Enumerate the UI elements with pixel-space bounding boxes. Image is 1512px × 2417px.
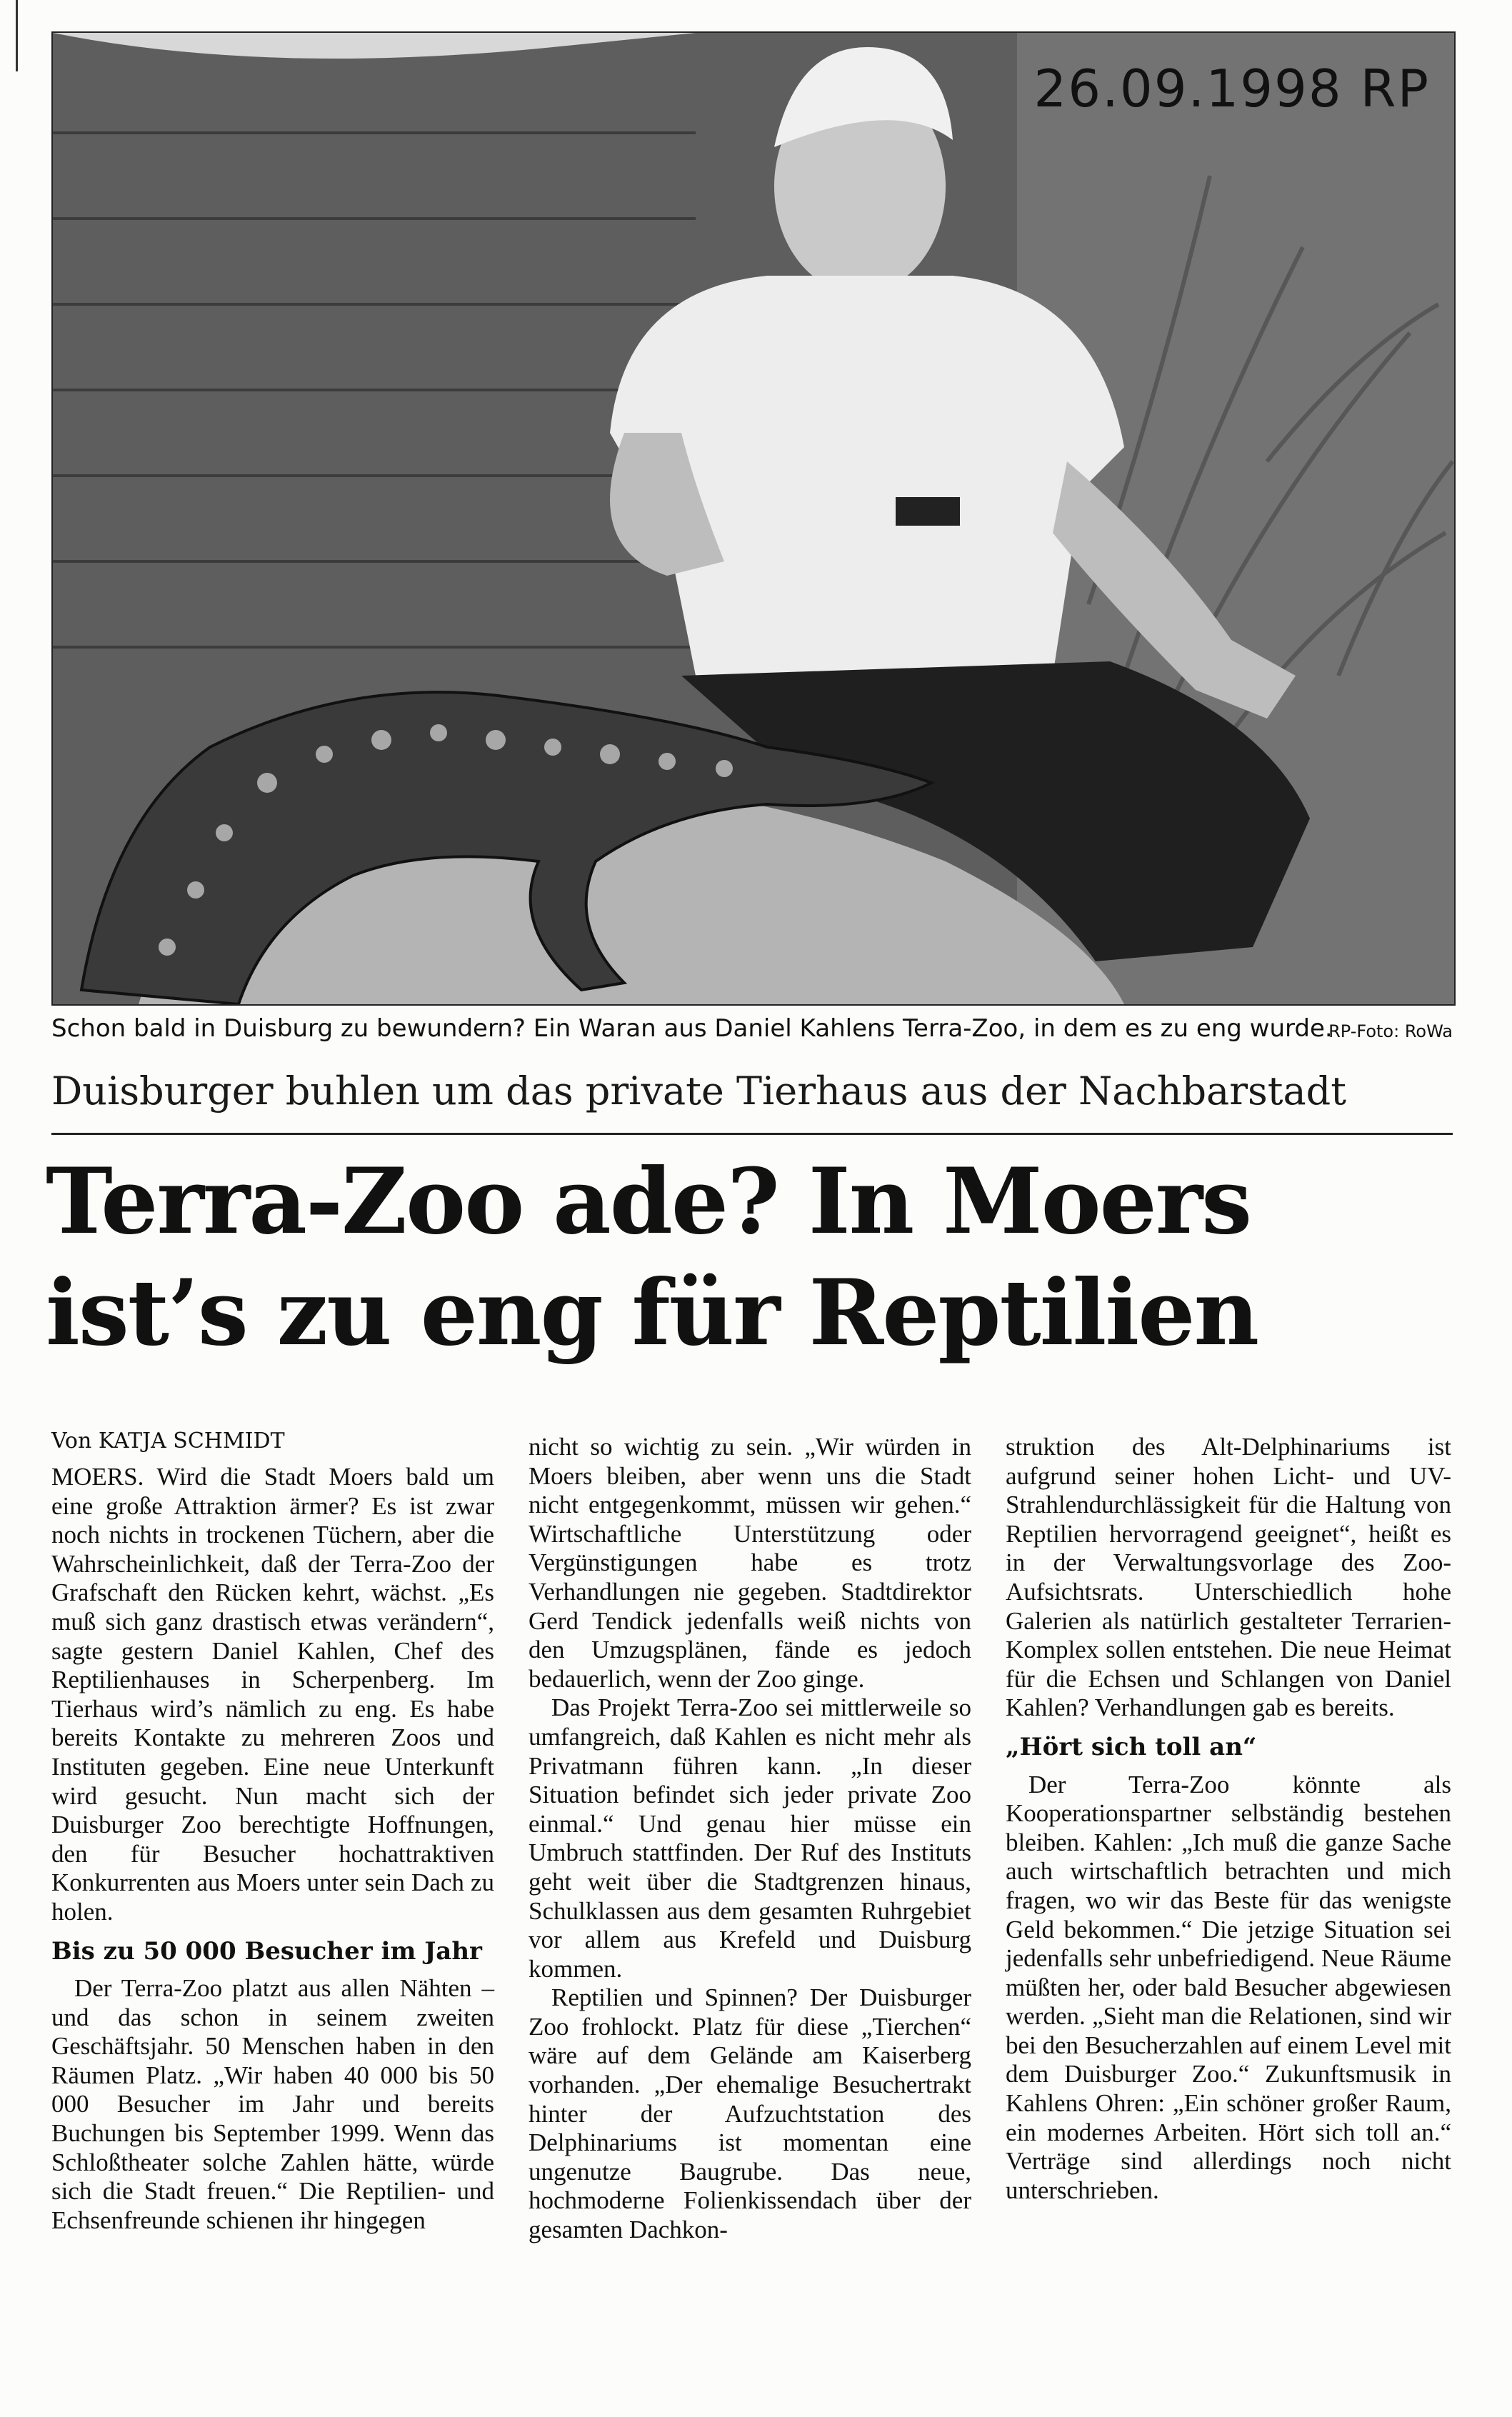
margin-rule — [16, 0, 18, 71]
article-column-3 — [1006, 1433, 1451, 2205]
article-kicker: Duisburger buhlen um das private Tierhaus aus der Nachbarstadt — [51, 1069, 1346, 1114]
paragraph: MOERS. Wird die Stadt Moers bald um eine große Attraktion ärmer? Es ist zwar noch nichts in trockenen Tüchern, aber die Wahrscheinlichkeit, daß der Terra-Zoo der Grafschaft den Rücken kehrt, wächst. „Es muß sich ganz drastisch etwas verändern“, sagte gestern Daniel Kahlen, Chef des Reptilienhauses in Scherpenberg. Im Tierhaus wird’s nämlich zu eng. Es habe bereits Kontakte zu mehreren Zoos und Instituten gegeben. Eine neue Unterkunft wird gesucht. Nun macht sich der Duisburger Zoo berechtigte Hoffnungen, den für Besucher hochattraktiven Konkurrenten aus Moers unter sein Dach zu holen. — [51, 1463, 494, 1926]
subheading: „Hört sich toll an“ — [1006, 1732, 1257, 1761]
photo-caption-row — [51, 1011, 1453, 1051]
paragraph: Der Terra-Zoo platzt aus allen Nähten – und das schon in seinem zweiten Geschäftsjahr. 50 Menschen haben in den Räumen Platz. „Wir haben 40 000 bis 50 000 Besucher im Jahr und bereits Buchungen bis September 1999. Wenn das Schloßtheater solche Zahlen hätte, würde sich die Stadt freuen.“ Die Reptilien- und Echsenfreunde schienen ihr hingegen — [51, 1974, 494, 2234]
paragraph: nicht so wichtig zu sein. „Wir würden in Moers bleiben, aber wenn uns die Stadt nicht entgegenkommt, müssen wir gehen.“ Wirtschaftliche Unterstützung oder Vergünstigungen habe es trotz Verhandlungen nie gegeben. Stadtdirektor Gerd Tendick jedenfalls weiß nichts von den Umzugsplänen, fände es jedoch bedauerlich, wenn der Zoo ginge. — [529, 1433, 971, 1693]
article-column-2 — [529, 1433, 971, 2245]
photo-date-stamp: 26.09.1998 RP — [1033, 59, 1430, 119]
paragraph: struktion des Alt-Delphinariums ist aufgrund seiner hohen Licht- und UV-Strahlendurchlässigkeit für die Haltung von Reptilien hervorragend geeignet“, heißt es in der Verwaltungsvorlage des Zoo-Aufsichtsrats. Unterschiedlich hohe Galerien als natürlich gestalteter Terrarien-Komplex sollen entstehen. Die neue Heimat für die Echsen und Schlangen von Daniel Kahlen? Verhandlungen gab es bereits. — [1006, 1433, 1451, 1722]
article-byline: Von KATJA SCHMIDT — [51, 1428, 285, 1453]
kicker-divider — [51, 1133, 1453, 1135]
paragraph: Das Projekt Terra-Zoo sei mittlerweile so umfangreich, daß Kahlen es nicht mehr als Privatmann führen kann. „In dieser Situation befindet sich jeder private Zoo einmal.“ Und genau hier müsse ein Umbruch stattfinden. Der Ruf des Instituts geht weit über die Stadtgrenzen hinaus, Schulklassen aus dem gesamten Ruhrgebiet vor allem aus Krefeld und Duisburg kommen. — [529, 1693, 971, 1983]
subheading: Bis zu 50 000 Besucher im Jahr — [51, 1936, 482, 1966]
article-headline — [46, 1146, 1460, 1368]
photo-credit: RP-Foto: RoWa — [1328, 1021, 1453, 1041]
article-photo — [51, 31, 1456, 1006]
headline-line-2: ist’s zu eng für Reptilien — [46, 1260, 1258, 1366]
headline-line-1: Terra-Zoo ade? In Moers — [46, 1149, 1251, 1254]
paragraph: Reptilien und Spinnen? Der Duisburger Zoo frohlockt. Platz für diese „Tierchen“ wäre auf dem Gelände am Kaiserberg vorhanden. „Der ehemalige Besuchertrakt hinter der Aufzuchtstation des Delphinariums ist momentan eine ungenutze Baugrube. Das neue, hochmoderne Folienkissendach über der gesamten Dachkon- — [529, 1983, 971, 2244]
photo-illustration — [53, 33, 1454, 1004]
photo-caption: Schon bald in Duisburg zu bewundern? Ein Waran aus Daniel Kahlens Terra-Zoo, in dem es zu eng wurde. — [51, 1014, 1333, 1043]
article-column-1 — [51, 1463, 494, 2235]
paragraph: Der Terra-Zoo könnte als Kooperationspartner selbständig bestehen bleiben. Kahlen: „Ich muß die ganze Sache auch wirtschaftlich betrachten und mich fragen, wo wir das Beste für das wenigste Geld bekommen.“ Die jetzige Situation sei jedenfalls sehr unbefriedigend. Neue Räume müßten her, oder bald Besucher abgewiesen werden. „Sieht man die Relationen, sind wir bei den Besucherzahlen auf einem Level mit dem Duisburger Zoo.“ Zukunftsmusik in Kahlens Ohren: „Ein schöner großer Raum, ein modernes Arbeiten. Hört sich toll an.“ Verträge sind allerdings noch nicht unterschrieben. — [1006, 1770, 1451, 2204]
